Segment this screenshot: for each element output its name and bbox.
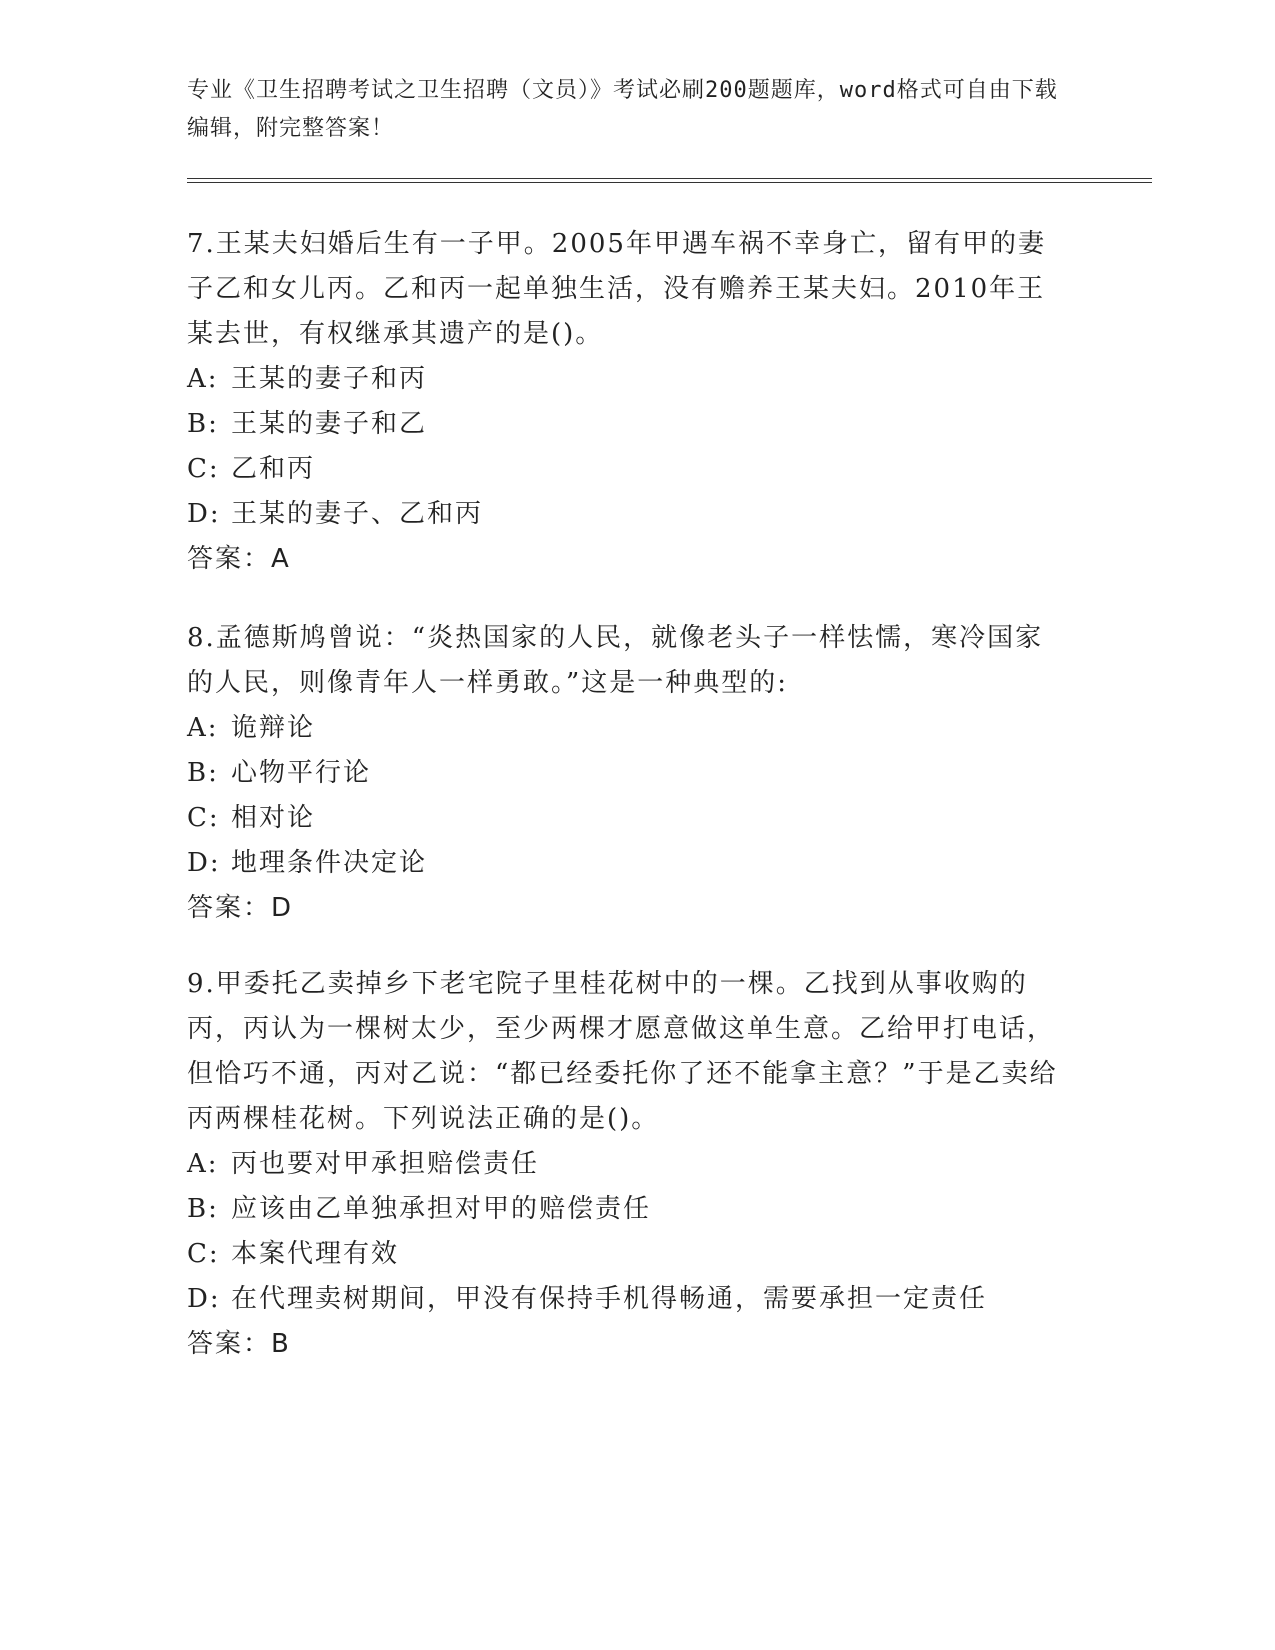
option-a xyxy=(187,1142,1067,1187)
option-key: C: xyxy=(187,803,220,833)
option-text: 应该由乙单独承担对甲的赔偿责任 xyxy=(231,1194,652,1224)
option-a xyxy=(187,706,1067,751)
option-key: C: xyxy=(187,1239,220,1269)
option-text: 地理条件决定论 xyxy=(231,848,428,878)
question-text: 9.甲委托乙卖掉乡下老宅院子里桂花树中的一棵。乙找到从事收购的丙，丙认为一棵树太少，至少两棵才愿意做这单生意。乙给甲打电话，但恰巧不通，丙对乙说：“都已经委托你了还不能拿主意？”于是乙卖给丙两棵桂花树。下列说法正确的是()。 xyxy=(187,969,1058,1134)
option-text: 诡辩论 xyxy=(231,713,316,743)
option-text: 王某的妻子和丙 xyxy=(231,364,428,394)
option-b xyxy=(187,402,1067,447)
answer-line: 答案：B xyxy=(187,1329,291,1359)
answer-line: 答案：A xyxy=(187,544,291,574)
option-b xyxy=(187,1187,1067,1232)
option-text: 王某的妻子和乙 xyxy=(231,409,428,439)
answer-line: 答案：D xyxy=(187,893,294,923)
option-c xyxy=(187,447,1067,492)
option-key: C: xyxy=(187,454,220,484)
option-c xyxy=(187,796,1067,841)
option-text: 乙和丙 xyxy=(231,454,316,484)
option-key: B: xyxy=(187,1194,219,1224)
question-7 xyxy=(187,222,1067,582)
option-text: 丙也要对甲承担赔偿责任 xyxy=(231,1149,540,1179)
option-text: 王某的妻子、乙和丙 xyxy=(231,499,484,529)
question-9 xyxy=(187,962,1067,1367)
option-d xyxy=(187,841,1067,886)
option-key: D: xyxy=(187,848,221,878)
question-text: 7.王某夫妇婚后生有一子甲。2005年甲遇车祸不幸身亡，留有甲的妻子乙和女儿丙。乙和丙一起单独生活，没有赡养王某夫妇。2010年王某去世，有权继承其遗产的是()。 xyxy=(187,229,1046,349)
option-key: A: xyxy=(187,364,219,394)
option-text: 本案代理有效 xyxy=(231,1239,400,1269)
option-d xyxy=(187,1277,1067,1322)
header-divider xyxy=(187,178,1152,183)
option-a xyxy=(187,357,1067,402)
question-8 xyxy=(187,616,1067,931)
option-d xyxy=(187,492,1067,537)
option-key: A: xyxy=(187,1149,219,1179)
option-key: A: xyxy=(187,713,219,743)
option-text: 心物平行论 xyxy=(231,758,372,788)
option-key: D: xyxy=(187,499,221,529)
header-text: 专业《卫生招聘考试之卫生招聘（文员）》考试必刷200题题库，word格式可自由下载编辑，附完整答案！ xyxy=(187,78,1058,141)
option-key: B: xyxy=(187,409,219,439)
option-text: 相对论 xyxy=(231,803,316,833)
option-c xyxy=(187,1232,1067,1277)
option-b xyxy=(187,751,1067,796)
question-text: 8.孟德斯鸠曾说：“炎热国家的人民，就像老头子一样怯懦，寒冷国家的人民，则像青年人一样勇敢。”这是一种典型的: xyxy=(187,623,1044,698)
option-key: D: xyxy=(187,1284,221,1314)
document-header xyxy=(187,72,1067,148)
option-key: B: xyxy=(187,758,219,788)
option-text: 在代理卖树期间，甲没有保持手机得畅通，需要承担一定责任 xyxy=(231,1284,988,1314)
